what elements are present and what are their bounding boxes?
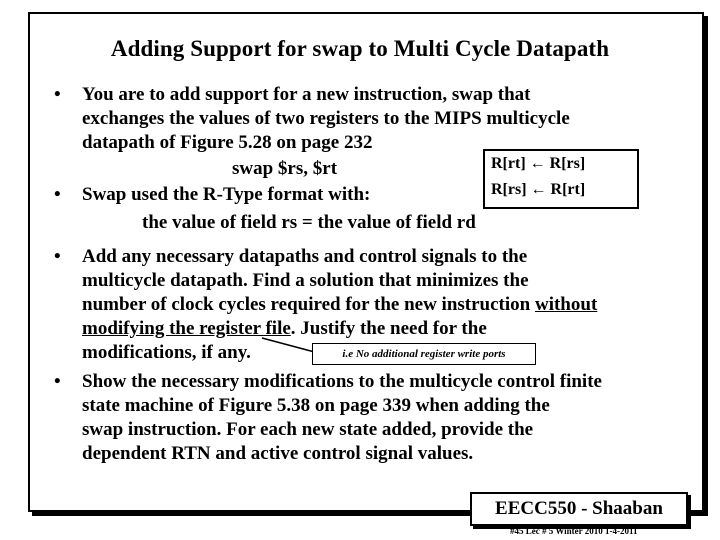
emphasis-without: without bbox=[534, 294, 598, 315]
bullet-3-line-1: Add any necessary datapaths and control signals to the bbox=[82, 246, 528, 267]
bullet-4-line-1: Show the necessary modifications to the multicycle control finite bbox=[82, 371, 602, 392]
bullet-1-line-2: exchanges the values of two registers to the MIPS multicycle bbox=[82, 108, 570, 129]
rtn-row-2: R[rs] ← R[rt] bbox=[491, 181, 586, 198]
bullet-3-line-2: multicycle datapath. Find a solution that minimizes the bbox=[82, 270, 529, 291]
bullet-3-line-4-text: . Justify the need for the bbox=[290, 318, 487, 339]
slide-title: Adding Support for swap to Multi Cycle Datapath bbox=[110, 36, 610, 61]
footer-course-label: EECC550 - Shaaban bbox=[470, 492, 688, 526]
bullet-4-line-2: state machine of Figure 5.38 on page 339 when adding the bbox=[82, 395, 550, 416]
swap-instruction-example: swap $rs, $rt bbox=[232, 158, 338, 179]
rtn-row-1: R[rt] ← R[rs] bbox=[491, 155, 586, 172]
bullet-2-line-2: the value of field rs = the value of field rd bbox=[142, 212, 476, 233]
bullet-icon: • bbox=[54, 184, 61, 205]
bullet-4-line-4: dependent RTN and active control signal values. bbox=[82, 443, 474, 464]
bullet-icon: • bbox=[54, 246, 61, 267]
bullet-1-line-1: You are to add support for a new instruction, swap that bbox=[82, 84, 531, 105]
emphasis-register-file: modifying the register file bbox=[82, 318, 291, 339]
callout-note: i.e No additional register write ports bbox=[312, 343, 536, 365]
bullet-icon: • bbox=[54, 84, 61, 105]
bullet-2-line-1: Swap used the R-Type format with: bbox=[82, 184, 371, 205]
bullet-4-line-3: swap instruction. For each new state added, provide the bbox=[82, 419, 534, 440]
bullet-icon: • bbox=[54, 371, 61, 392]
bullet-1-line-3: datapath of Figure 5.28 on page 232 bbox=[82, 132, 373, 153]
bullet-3-line-3-text: number of clock cycles required for the new instruction bbox=[82, 294, 531, 315]
bullet-3-line-5: modifications, if any. bbox=[82, 342, 251, 363]
footer-meta: #45 Lec # 5 Winter 2010 1-4-2011 bbox=[510, 526, 638, 536]
